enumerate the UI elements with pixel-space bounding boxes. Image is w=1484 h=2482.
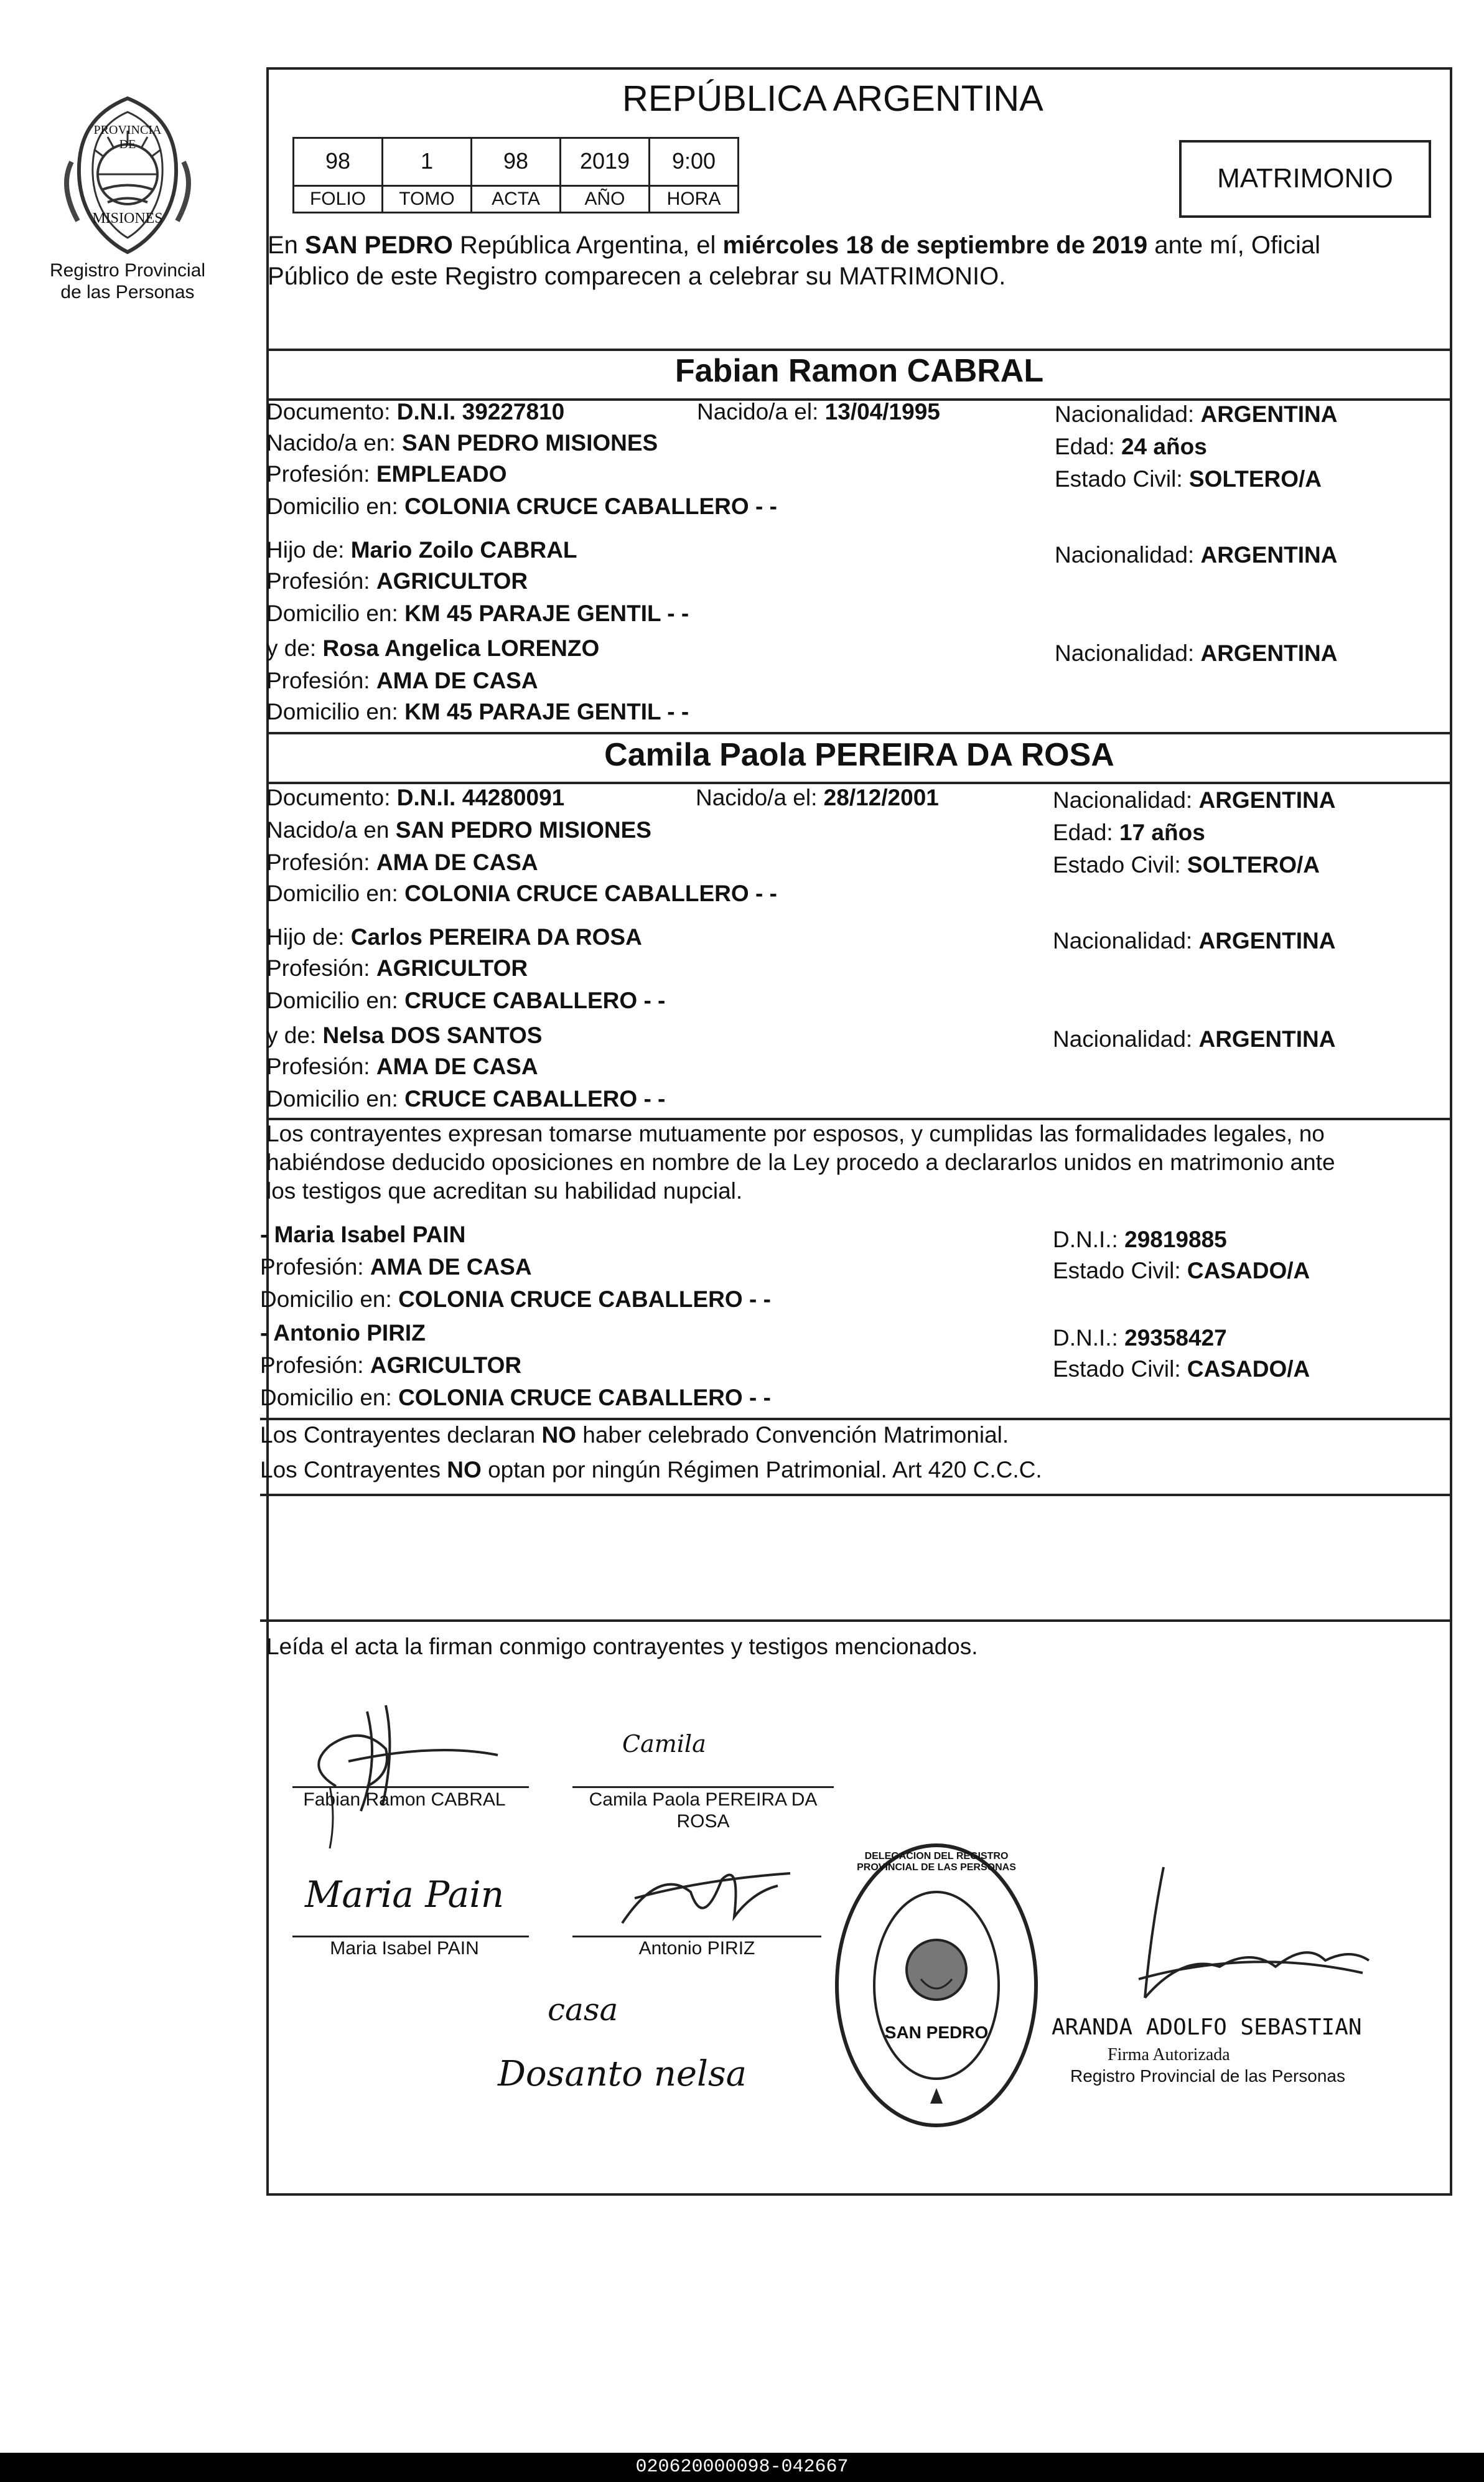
bride-name: Camila Paola PEREIRA DA ROSA: [604, 737, 1114, 773]
registry-stamp: [834, 1842, 1039, 2128]
act-type-box: [1179, 140, 1431, 218]
bride-mother-nationality: Nacionalidad: ARGENTINA: [1053, 1026, 1336, 1052]
witness2-profession: Profesión: AGRICULTOR: [260, 1352, 522, 1378]
groom-document: Documento: D.N.I. 39227810: [266, 399, 565, 424]
bride-signature: [622, 1730, 747, 1768]
groom-birthplace: Nacido/a en: SAN PEDRO MISIONES: [266, 430, 658, 456]
bride-signature-name-line2: ROSA: [676, 1811, 730, 1832]
groom-father-profession: Profesión: AGRICULTOR: [266, 568, 528, 594]
blank-section: [260, 1496, 1452, 1618]
acta-value: 98: [503, 148, 529, 174]
witness2-civil-status: Estado Civil: CASADO/A: [1053, 1356, 1310, 1382]
bride-mother-address: Domicilio en: CRUCE CABALLERO - -: [266, 1086, 666, 1112]
bride-father: Hijo de: Carlos PEREIRA DA ROSA: [266, 924, 642, 950]
groom-signature-name: Fabian Ramon CABRAL: [303, 1789, 506, 1810]
groom-address: Domicilio en: COLONIA CRUCE CABALLERO - -: [266, 494, 777, 519]
hora-label: HORA: [666, 189, 721, 209]
bride-civil-status: Estado Civil: SOLTERO/A: [1053, 852, 1320, 878]
witness1-handwritten-signature: Maria Pain: [305, 1873, 505, 1916]
anio-value: 2019: [579, 148, 630, 174]
act-type-label: MATRIMONIO: [1217, 163, 1393, 194]
witness1-profession: Profesión: AMA DE CASA: [260, 1254, 532, 1280]
intro-line1: En SAN PEDRO República Argentina, el miércoles 18 de septiembre de 2019 ante mí, Oficial: [268, 232, 1320, 259]
groom-mother: y de: Rosa Angelica LORENZO: [266, 635, 600, 661]
logo-caption-line1: Registro Provincial: [49, 260, 206, 281]
bride-birthdate: Nacido/a el: 28/12/2001: [696, 785, 939, 810]
logo-caption-line2: de las Personas: [60, 282, 195, 302]
bride-father-profession: Profesión: AGRICULTOR: [266, 955, 528, 981]
official-title: Firma Autorizada: [1108, 2045, 1230, 2064]
folio-value: 98: [325, 148, 351, 174]
witness2-address: Domicilio en: COLONIA CRUCE CABALLERO - -: [260, 1385, 771, 1410]
declaration-line1: Los contrayentes expresan tomarse mutuamente por esposos, y cumplidas las formalidades legales, no: [266, 1121, 1325, 1146]
bride-mother-profession: Profesión: AMA DE CASA: [266, 1054, 538, 1079]
groom-nationality: Nacionalidad: ARGENTINA: [1055, 401, 1338, 427]
regime-line1: Los Contrayentes declaran NO haber celebrado Convención Matrimonial.: [260, 1422, 1009, 1448]
groom-mother-address: Domicilio en: KM 45 PARAJE GENTIL - -: [266, 699, 689, 724]
groom-mother-profession: Profesión: AMA DE CASA: [266, 668, 538, 693]
hora-value: 9:00: [671, 148, 716, 174]
handwritten-note1: casa: [548, 1992, 618, 2028]
tomo-label: TOMO: [399, 189, 455, 209]
bride-profession: Profesión: AMA DE CASA: [266, 850, 538, 875]
witness1-signature-name: Maria Isabel PAIN: [330, 1938, 479, 1959]
witness1-civil-status: Estado Civil: CASADO/A: [1053, 1258, 1310, 1283]
groom-father: Hijo de: Mario Zoilo CABRAL: [266, 537, 577, 563]
footer-bar: [0, 2453, 1484, 2482]
handwritten-note2: Dosanto nelsa: [498, 2054, 747, 2094]
seal-text-top: PROVINCIA DE: [93, 123, 162, 151]
bride-birthplace: Nacido/a en SAN PEDRO MISIONES: [266, 817, 651, 843]
declaration-line2: habiéndose deducido oposiciones en nombre de la Ley procedo a declararlos unidos en matrimonio ante: [266, 1150, 1335, 1175]
groom-civil-status: Estado Civil: SOLTERO/A: [1055, 466, 1322, 492]
witness1-name: - Maria Isabel PAIN: [260, 1222, 466, 1247]
witness1-address: Domicilio en: COLONIA CRUCE CABALLERO - -: [260, 1286, 771, 1312]
folio-label: FOLIO: [309, 189, 366, 209]
intro-date: miércoles 18 de septiembre de 2019: [722, 232, 1148, 259]
tomo-value: 1: [420, 148, 434, 174]
province-logo: [34, 87, 221, 305]
bride-age: Edad: 17 años: [1053, 820, 1205, 845]
declaration-line3: los testigos que acreditan su habilidad nupcial.: [266, 1178, 743, 1204]
groom-father-address: Domicilio en: KM 45 PARAJE GENTIL - -: [266, 601, 689, 626]
bride-father-nationality: Nacionalidad: ARGENTINA: [1053, 928, 1336, 953]
bride-address: Domicilio en: COLONIA CRUCE CABALLERO - -: [266, 881, 777, 906]
bride-mother: y de: Nelsa DOS SANTOS: [266, 1023, 543, 1048]
witness1-signature: [305, 1873, 541, 1923]
document-code: 020620000098-042667: [635, 2456, 849, 2478]
bride-document: Documento: D.N.I. 44280091: [266, 785, 565, 810]
groom-mother-nationality: Nacionalidad: ARGENTINA: [1055, 640, 1338, 666]
groom-profession: Profesión: EMPLEADO: [266, 461, 507, 487]
witness2-dni: D.N.I.: 29358427: [1053, 1325, 1227, 1351]
country-title: REPÚBLICA ARGENTINA: [622, 78, 1043, 119]
acta-label: ACTA: [492, 189, 540, 209]
witness2-signature-name: Antonio PIRIZ: [638, 1938, 755, 1959]
bride-nationality: Nacionalidad: ARGENTINA: [1053, 787, 1336, 813]
regime-line2: Los Contrayentes NO optan por ningún Régimen Patrimonial. Art 420 C.C.C.: [260, 1457, 1042, 1482]
seal-text-bottom: MISIONES: [92, 210, 163, 227]
witness2-signature: [610, 1855, 796, 1942]
witness1-dni: D.N.I.: 29819885: [1053, 1227, 1227, 1252]
witness2-name: - Antonio PIRIZ: [260, 1320, 426, 1346]
closing-text: Leída el acta la firman conmigo contrayentes y testigos mencionados.: [266, 1634, 978, 1659]
groom-signature: [292, 1693, 529, 1855]
official-org: Registro Provincial de las Personas: [1070, 2066, 1345, 2086]
groom-birthdate: Nacido/a el: 13/04/1995: [697, 399, 940, 424]
groom-age: Edad: 24 años: [1055, 434, 1207, 459]
groom-father-nationality: Nacionalidad: ARGENTINA: [1055, 542, 1338, 568]
bride-signature-name-line1: Camila Paola PEREIRA DA: [589, 1789, 818, 1810]
intro-place: SAN PEDRO: [305, 232, 453, 259]
intro-line2: Público de este Registro comparecen a celebrar su MATRIMONIO.: [268, 263, 1006, 290]
groom-name: Fabian Ramon CABRAL: [674, 353, 1044, 389]
bride-father-address: Domicilio en: CRUCE CABALLERO - -: [266, 988, 666, 1013]
stamp-ring-text: DELEGACION DEL REGISTRO PROVINCIAL DE LAS PERSONAS: [857, 1851, 1016, 1873]
official-signature: [1126, 1855, 1375, 2041]
official-name: ARANDA ADOLFO SEBASTIAN: [1052, 2015, 1362, 2040]
bride-handwritten-signature: Camila: [622, 1730, 706, 1758]
stamp-center-text: SAN PEDRO: [884, 2023, 989, 2042]
anio-label: AÑO: [584, 189, 625, 209]
